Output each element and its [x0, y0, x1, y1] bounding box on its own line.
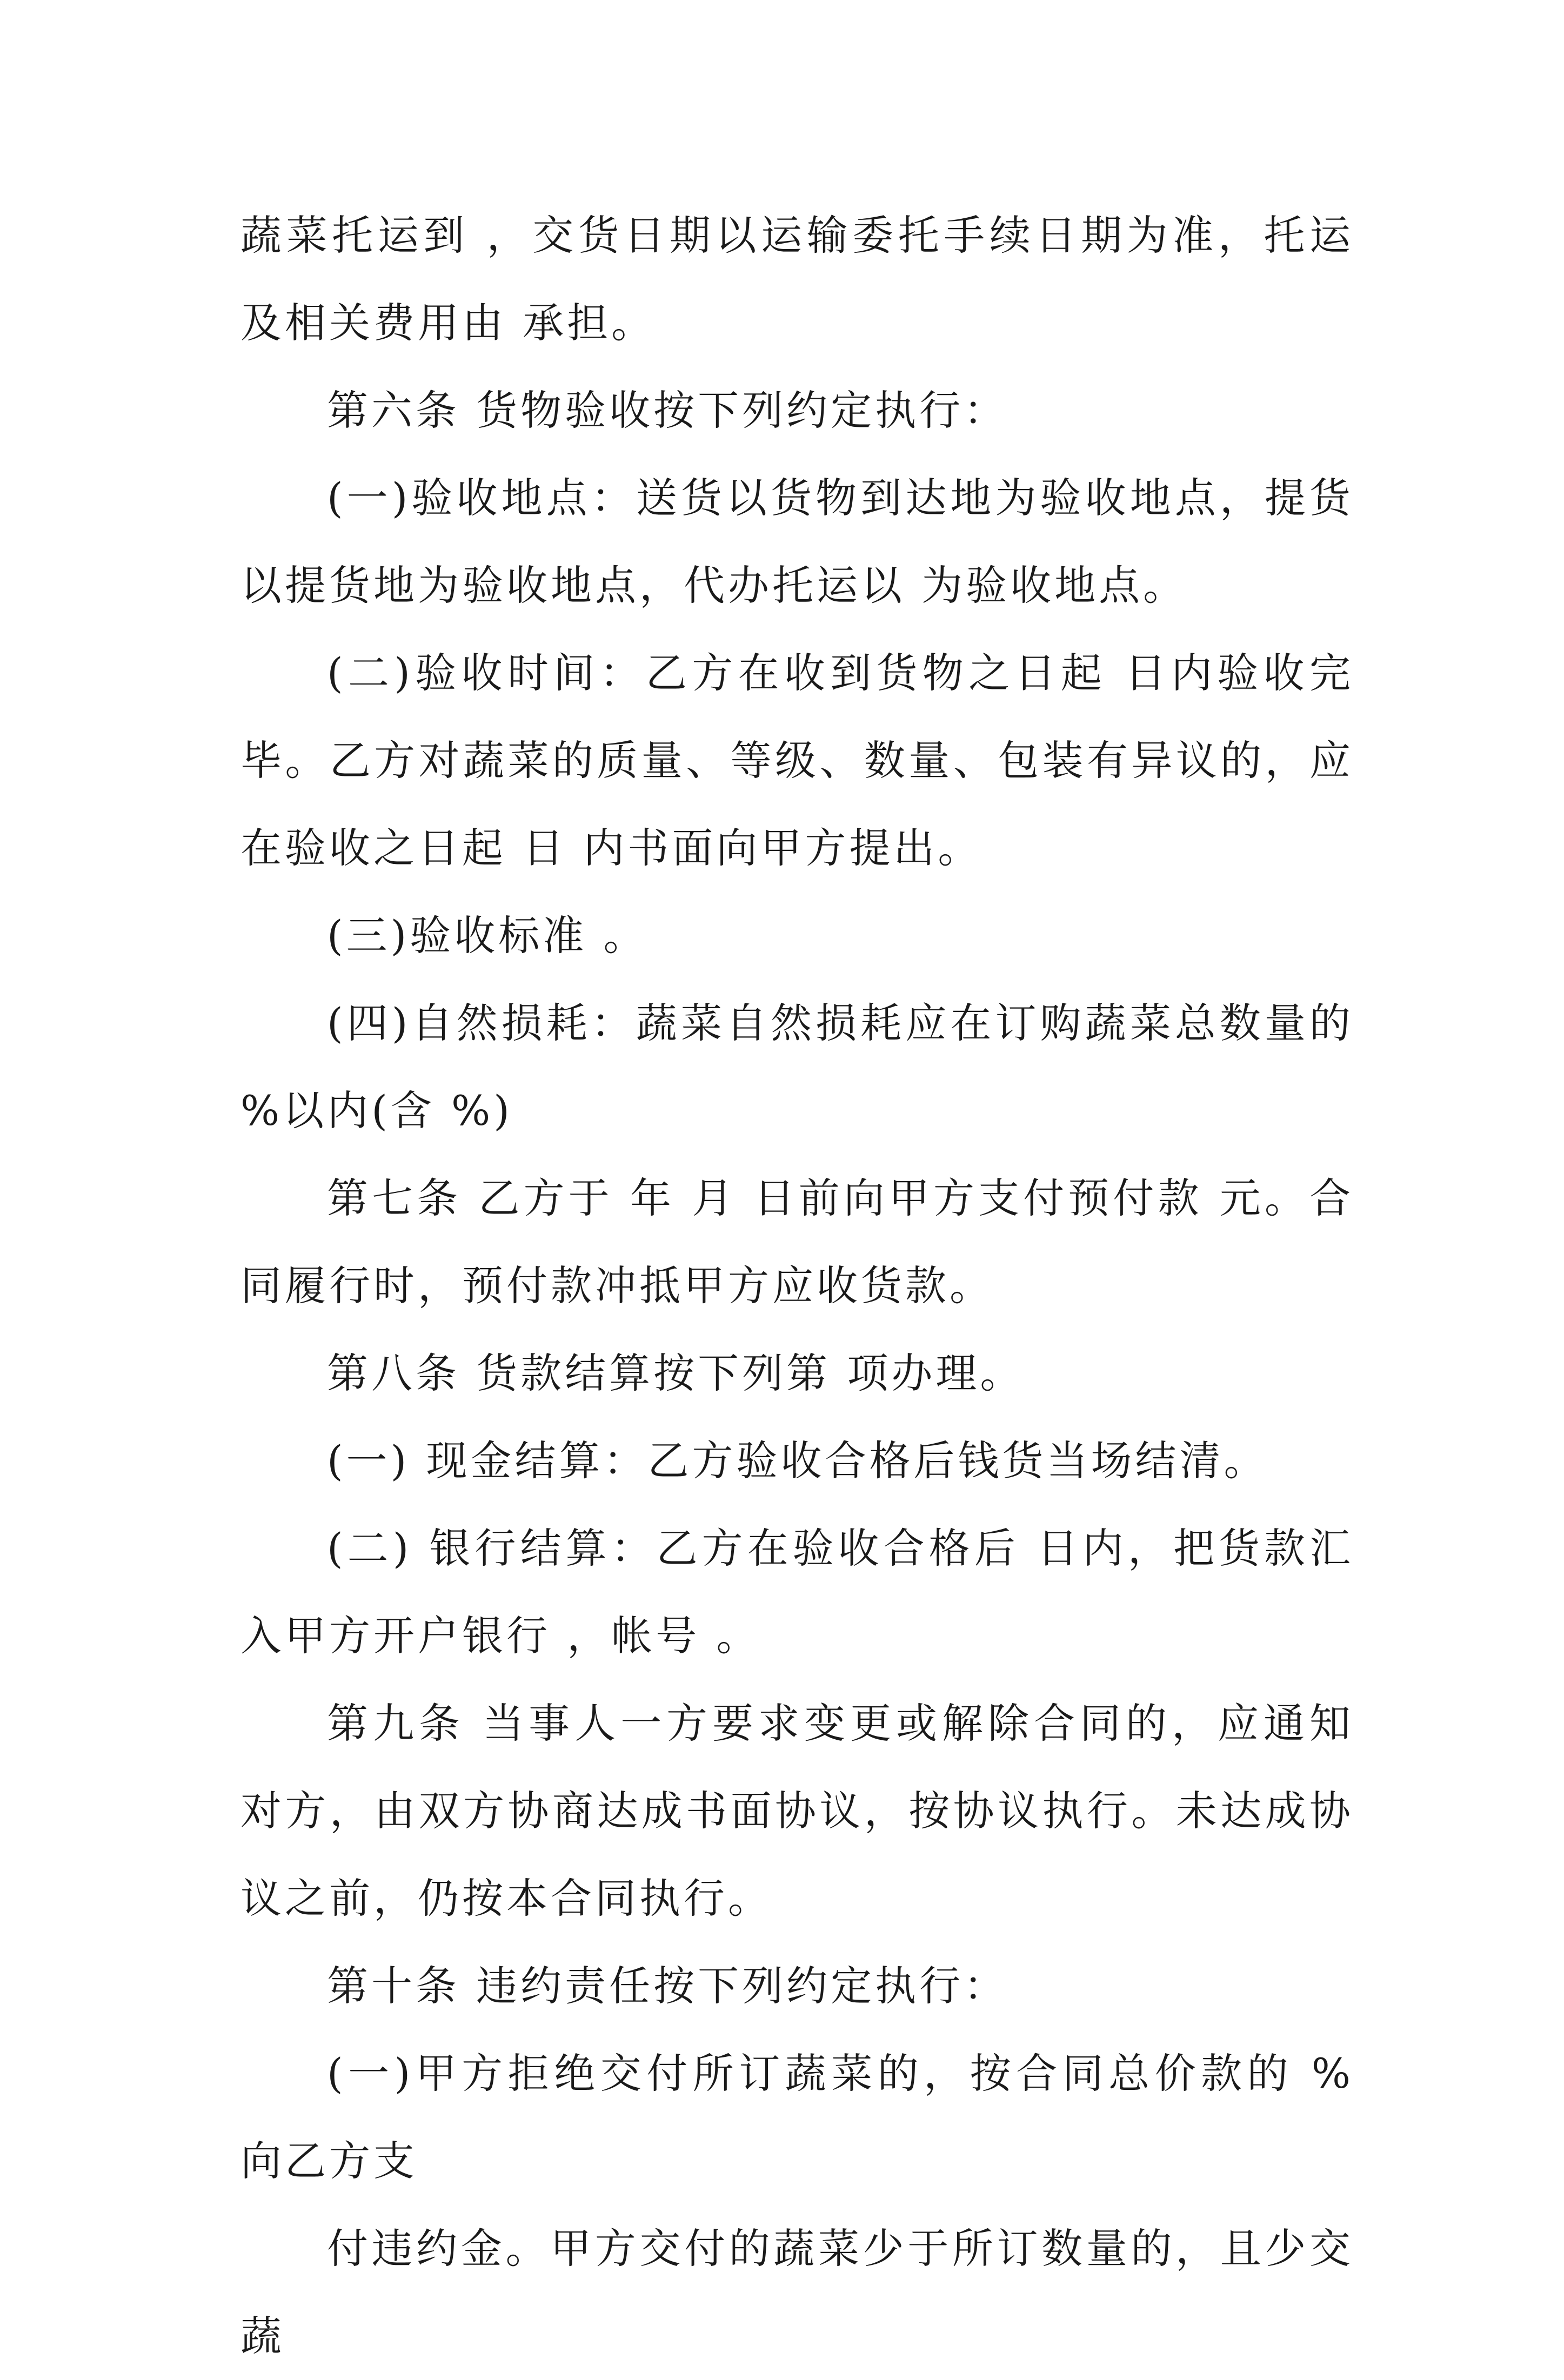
paragraph-article-8: 第八条 货款结算按下列第 项办理。	[327, 1349, 1025, 1397]
paragraph-article-6: 第六条 货物验收按下列约定执行：	[327, 386, 1008, 434]
paragraph-inspection-standard: (三)验收标准 。	[327, 911, 648, 960]
paragraph-natural-loss: (四)自然损耗：蔬菜自然损耗应在订购蔬菜总数量的 %以内(含 %)	[240, 999, 1354, 1135]
paragraph-bank-settlement: (二) 银行结算：乙方在验收合格后 日内，把货款汇入甲方开户银行 ，帐号 。	[240, 1524, 1354, 1660]
paragraph-refusal-penalty: (一)甲方拒绝交付所订蔬菜的，按合同总价款的 %向乙方支	[240, 2049, 1354, 2185]
paragraph-article-10: 第十条 违约责任按下列约定执行：	[327, 1962, 1008, 2010]
paragraph-article-9: 第九条 当事人一方要求变更或解除合同的，应通知对方，由双方协商达成书面协议，按协议执行。未达成协议之前，仍按本合同执行。	[240, 1699, 1354, 1922]
paragraph-article-7: 第七条 乙方于 年 月 日前向甲方支付预付款 元。合同履行时，预付款冲抵甲方应收货款。	[240, 1174, 1354, 1310]
paragraph-penalty-continued: 付违约金。甲方交付的蔬菜少于所订数量的，且少交蔬	[240, 2224, 1354, 2360]
paragraph-cash-settlement: (一) 现金结算：乙方验收合格后钱货当场结清。	[327, 1437, 1268, 1485]
document-body	[240, 192, 1354, 2380]
paragraph-inspection-location: (一)验收地点：送货以货物到达地为验收地点，提货以提货地为验收地点，代办托运以 为验收地点。	[240, 474, 1354, 609]
paragraph-inspection-time: (二)验收时间：乙方在收到货物之日起 日内验收完毕。乙方对蔬菜的质量、等级、数量、包装有异议的，应在验收之日起 日 内书面向甲方提出。	[240, 649, 1354, 872]
paragraph-delivery-terms: 蔬菜托运到 ，交货日期以运输委托手续日期为准，托运及相关费用由 承担。	[240, 211, 1354, 347]
